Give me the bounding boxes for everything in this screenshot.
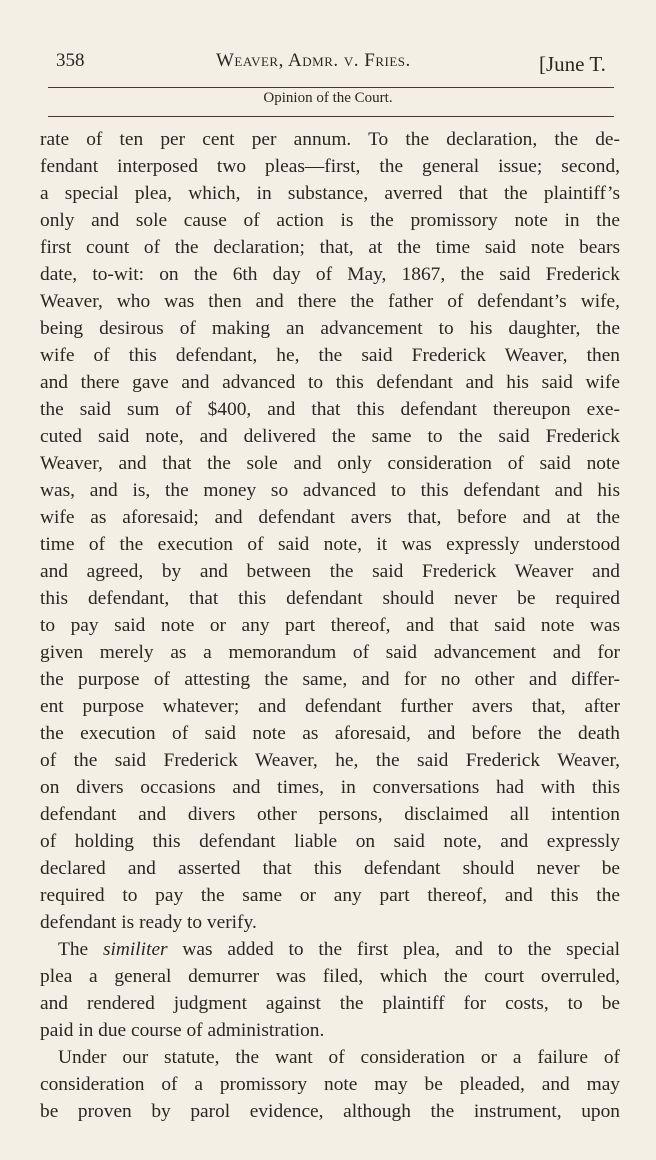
text-line: date, to-wit: on the 6th day of May, 1867, the said Frederick (40, 264, 620, 285)
text-line: and there gave and advanced to this defendant and his said wife (40, 372, 620, 393)
text-line: consideration of a promissory note may be pleaded, and may (40, 1074, 620, 1095)
text-line: this defendant, that this defendant should never be required (40, 588, 620, 609)
text-line: the execution of said note as aforesaid, and before the death (40, 723, 620, 744)
italic-term: similiter (102, 939, 168, 960)
text-line: the purpose of attesting the same, and for no other and differ- (40, 669, 620, 690)
case-title: Weaver, Admr. v. Fries. (216, 50, 411, 71)
text-line: only and sole cause of action is the promissory note in the (40, 210, 620, 231)
text-line: rate of ten per cent per annum. To the declaration, the de- (40, 129, 620, 150)
running-head (36, 46, 626, 78)
header-rule-top (48, 87, 614, 88)
text-line: first count of the declaration; that, at the time said note bears (40, 237, 620, 258)
text-line: wife of this defendant, he, the said Frederick Weaver, then (40, 345, 620, 366)
text-line: paid in due course of administration. (40, 1020, 325, 1041)
text-line: on divers occasions and times, in conversations had with this (40, 777, 620, 798)
paragraph-3 (40, 1044, 620, 1125)
text-line: a special plea, which, in substance, averred that the plaintiff’s (40, 183, 620, 204)
text-fragment: was added to the first plea, and to the special (167, 939, 620, 960)
text-line: wife as aforesaid; and defendant avers that, before and at the (40, 507, 620, 528)
text-line: and agreed, by and between the said Frederick Weaver and (40, 561, 620, 582)
text-line: of holding this defendant liable on said note, and expressly (40, 831, 620, 852)
text-fragment: The (58, 939, 103, 960)
text-line: given merely as a memorandum of said advancement and for (40, 642, 620, 663)
text-line: plea a general demurrer was filed, which the court overruled, (40, 966, 620, 987)
section-heading: Opinion of the Court. (263, 90, 393, 106)
text-line: to pay said note or any part thereof, and that said note was (40, 615, 620, 636)
text-line: and rendered judgment against the plaintiff for costs, to be (40, 993, 620, 1014)
opinion-body (40, 126, 620, 1125)
text-line: the said sum of $400, and that this defendant thereupon exe- (40, 399, 620, 420)
text-line: Under our statute, the want of consideration or a failure of (58, 1047, 620, 1068)
text-line: was, and is, the money so advanced to this defendant and his (40, 480, 620, 501)
page-number: 358 (56, 50, 85, 71)
text-line: being desirous of making an advancement to his daughter, the (40, 318, 620, 339)
text-line (40, 936, 620, 963)
term-label: [June T. (539, 52, 606, 76)
text-line: defendant is ready to verify. (40, 912, 257, 933)
header-rule-bottom (48, 116, 614, 117)
paragraph-1 (40, 126, 620, 936)
text-line: of the said Frederick Weaver, he, the said Frederick Weaver, (40, 750, 620, 771)
text-line: cuted said note, and delivered the same to the said Frederick (40, 426, 620, 447)
text-line: be proven by parol evidence, although the instrument, upon (40, 1101, 620, 1122)
text-line: defendant and divers other persons, disclaimed all intention (40, 804, 620, 825)
text-line: time of the execution of said note, it was expressly understood (40, 534, 620, 555)
paragraph-2 (40, 936, 620, 1044)
text-line: declared and asserted that this defendant should never be (40, 858, 620, 879)
text-line: ent purpose whatever; and defendant further avers that, after (40, 696, 620, 717)
text-line: Weaver, who was then and there the father of defendant’s wife, (40, 291, 620, 312)
text-line: required to pay the same or any part thereof, and this the (40, 885, 620, 906)
text-line: fendant interposed two pleas—first, the general issue; second, (40, 156, 620, 177)
text-line: Weaver, and that the sole and only consideration of said note (40, 453, 620, 474)
